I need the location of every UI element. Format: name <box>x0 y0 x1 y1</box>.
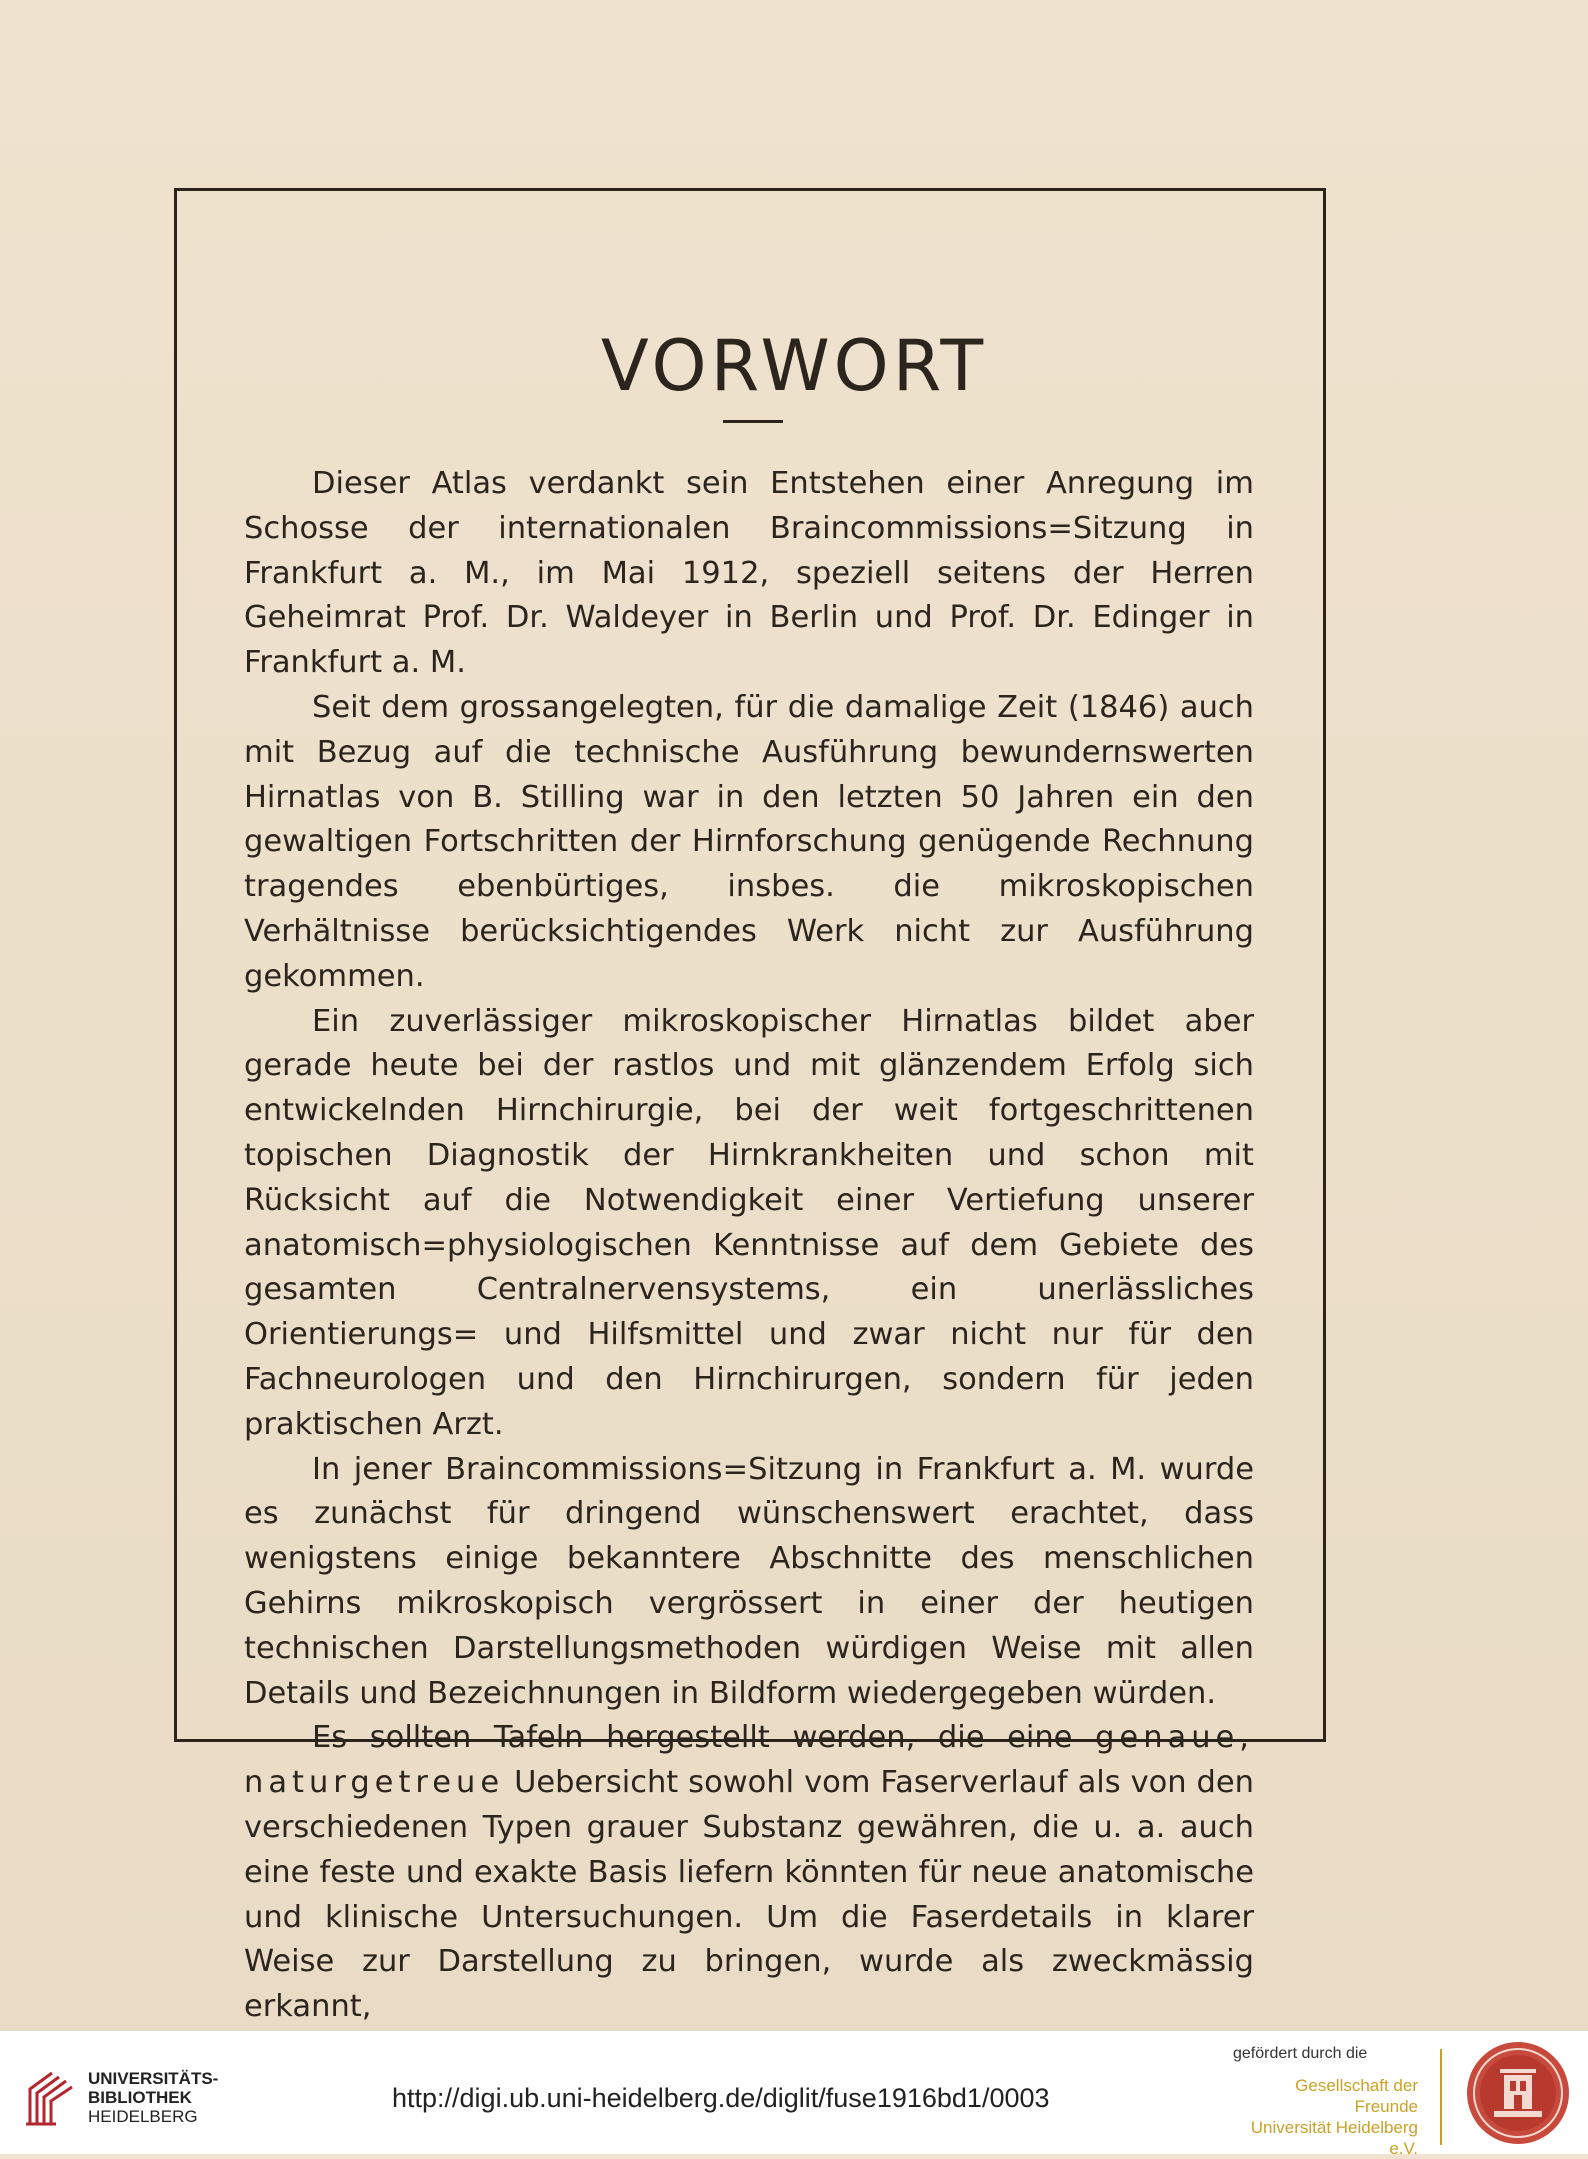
emphasis-genaue: genaue, <box>1095 1720 1254 1756</box>
library-name-line-3: HEIDELBERG <box>88 2107 198 2126</box>
paragraph-1: Dieser Atlas verdankt sein Entstehen einer Anregung im Schosse der internationalen Braincommissions=Sitzung in Frankfurt a. M., im Mai 1912, speziell seitens der Herren Geheimrat Prof. Dr. Waldeyer in Berlin und Prof. Dr. Edinger in Frankfurt a. M. <box>244 466 1254 681</box>
paragraph-3: Ein zuverlässiger mikroskopischer Hirnatlas bildet aber gerade heute bei der rastlos und mit glänzendem Erfolg sich entwickelnden Hirnchirurgie, bei der weit fortgeschrittenen topischen Diagnostik der Hirnkrankheiten und schon mit Rücksicht auf die Notwendigkeit einer Vertiefung unserer anatomisch=physiologischen Kenntnisse auf dem Gebiete des gesamten Centralnervensystems, ein unerlässliches Orientierungs= und Hilfsmittel und zwar nicht nur für den Fachneurologen und den Hirnchirurgen, sondern für jeden praktischen Arzt. <box>244 1003 1254 1442</box>
sponsor-name-line-1: Gesellschaft der Freunde <box>1295 2076 1418 2116</box>
sponsor-name-line-2: Universität Heidelberg e.V. <box>1250 2118 1418 2158</box>
emphasis-naturgetreue: naturgetreue <box>244 1765 505 1801</box>
paragraph-5-rest: Uebersicht sowohl vom Faserverlauf als von den verschiedenen Typen grauer Substanz gewähren, die u. a. auch eine feste und exakte Basis liefern könnten für neue anatomische und klinische Untersuchungen. Um die Faserdetails in klarer Weise zur Darstellung zu bringen, wurde als zweckmässig erkannt, <box>244 1765 1254 2025</box>
sponsor-divider <box>1440 2049 1442 2145</box>
sponsor-label: gefördert durch die <box>1233 2045 1368 2062</box>
university-seal-icon <box>1464 2039 1572 2147</box>
title-divider <box>723 420 783 423</box>
paragraph-4: In jener Braincommissions=Sitzung in Frankfurt a. M. wurde es zunächst für dringend wünschenswert erachtet, dass wenigstens einige bekanntere Abschnitte des menschlichen Gehirns mikroskopisch vergrössert in einer der heutigen technischen Darstellungsmethoden würdigen Weise mit allen Details und Bezeichnungen in Bildform wiedergegeben würden. <box>244 1451 1254 1711</box>
digitization-footer <box>0 2030 1588 2158</box>
library-name-line-2: BIBLIOTHEK <box>88 2088 192 2107</box>
paragraph-5-start: Es sollten Tafeln hergestellt werden, die eine <box>312 1720 1073 1756</box>
page-title: VORWORT <box>600 325 988 407</box>
permalink-url[interactable]: http://digi.ub.uni-heidelberg.de/diglit/fuse1916bd1/0003 <box>392 2083 1050 2113</box>
body-text <box>244 462 1254 2030</box>
library-name-line-1: UNIVERSITÄTS- <box>88 2069 219 2088</box>
paragraph-5 <box>244 1716 1254 2030</box>
library-name <box>88 2069 218 2126</box>
sponsor-name <box>1228 2075 1418 2159</box>
university-library-logo-icon <box>22 2067 74 2127</box>
paragraph-2: Seit dem grossangelegten, für die damalige Zeit (1846) auch mit Bezug auf die technische Ausführung bewundernswerten Hirnatlas von B. Stilling war in den letzten 50 Jahren ein den gewaltigen Fortschritten der Hirnforschung genügende Rechnung tragendes ebenbürtiges, insbes. die mikroskopischen Verhältnisse berücksichtigendes Werk nicht zur Ausführung gekommen. <box>244 689 1254 994</box>
